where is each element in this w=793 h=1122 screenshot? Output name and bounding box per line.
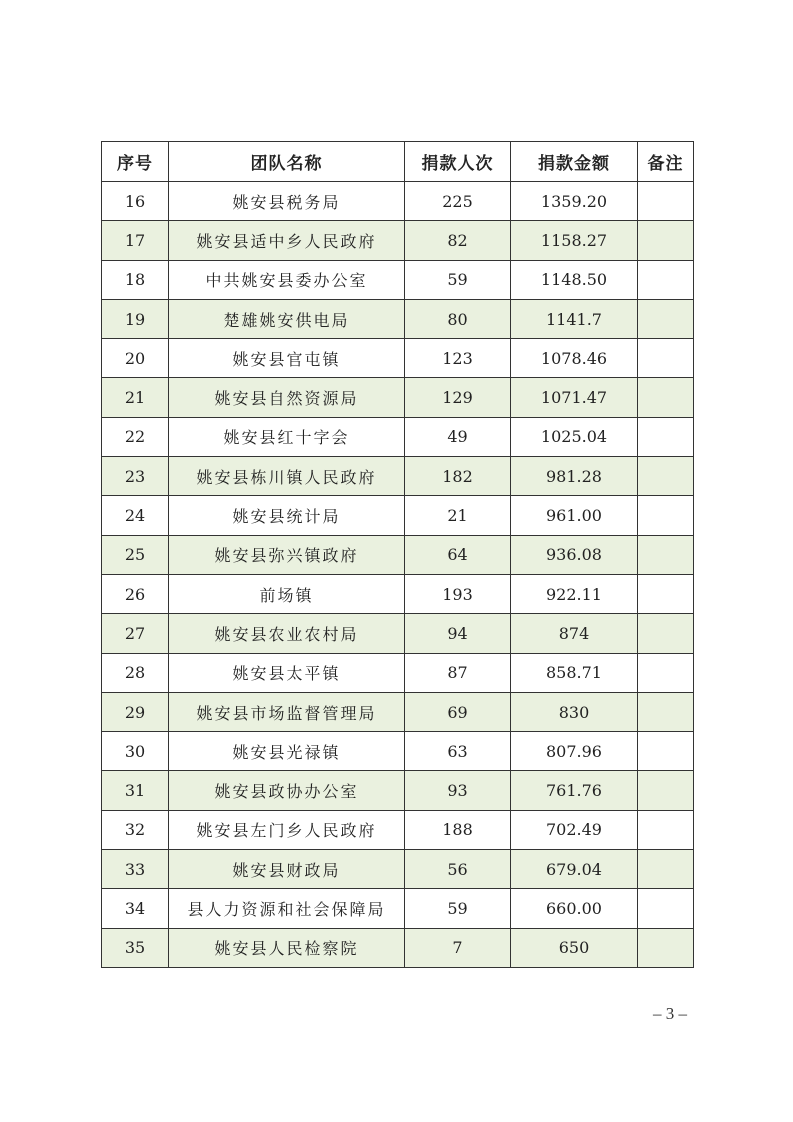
cell-index: 25 — [102, 535, 169, 574]
cell-donors: 56 — [405, 850, 511, 889]
cell-donors: 21 — [405, 496, 511, 535]
cell-note — [638, 535, 694, 574]
cell-note — [638, 182, 694, 221]
cell-team: 姚安县红十字会 — [169, 417, 405, 456]
cell-index: 31 — [102, 771, 169, 810]
table-row — [102, 535, 694, 574]
header-team: 团队名称 — [169, 142, 405, 182]
cell-team: 县人力资源和社会保障局 — [169, 889, 405, 928]
cell-donors: 87 — [405, 653, 511, 692]
cell-note — [638, 810, 694, 849]
table-row — [102, 692, 694, 731]
header-amount: 捐款金额 — [511, 142, 638, 182]
header-donors: 捐款人次 — [405, 142, 511, 182]
cell-note — [638, 771, 694, 810]
cell-team: 姚安县政协办公室 — [169, 771, 405, 810]
cell-index: 24 — [102, 496, 169, 535]
cell-amount: 761.76 — [511, 771, 638, 810]
table-row — [102, 339, 694, 378]
cell-note — [638, 339, 694, 378]
table-row — [102, 732, 694, 771]
table-row — [102, 771, 694, 810]
cell-index: 20 — [102, 339, 169, 378]
cell-donors: 188 — [405, 810, 511, 849]
cell-donors: 63 — [405, 732, 511, 771]
cell-index: 32 — [102, 810, 169, 849]
cell-note — [638, 221, 694, 260]
table-row — [102, 889, 694, 928]
cell-amount: 660.00 — [511, 889, 638, 928]
table-row — [102, 299, 694, 338]
cell-amount: 679.04 — [511, 850, 638, 889]
table-row — [102, 221, 694, 260]
cell-team: 姚安县太平镇 — [169, 653, 405, 692]
cell-index: 29 — [102, 692, 169, 731]
table-row — [102, 260, 694, 299]
cell-amount: 961.00 — [511, 496, 638, 535]
table-row — [102, 653, 694, 692]
cell-note — [638, 457, 694, 496]
cell-donors: 93 — [405, 771, 511, 810]
cell-team: 姚安县光禄镇 — [169, 732, 405, 771]
table-row — [102, 810, 694, 849]
cell-donors: 94 — [405, 614, 511, 653]
cell-amount: 1359.20 — [511, 182, 638, 221]
cell-team: 姚安县自然资源局 — [169, 378, 405, 417]
cell-team: 姚安县农业农村局 — [169, 614, 405, 653]
cell-index: 19 — [102, 299, 169, 338]
table-row — [102, 378, 694, 417]
cell-team: 姚安县财政局 — [169, 850, 405, 889]
cell-index: 16 — [102, 182, 169, 221]
cell-team: 姚安县适中乡人民政府 — [169, 221, 405, 260]
cell-donors: 193 — [405, 574, 511, 613]
cell-team: 姚安县税务局 — [169, 182, 405, 221]
cell-donors: 64 — [405, 535, 511, 574]
cell-amount: 1141.7 — [511, 299, 638, 338]
cell-index: 22 — [102, 417, 169, 456]
cell-team: 中共姚安县委办公室 — [169, 260, 405, 299]
cell-donors: 82 — [405, 221, 511, 260]
cell-team: 姚安县市场监督管理局 — [169, 692, 405, 731]
cell-note — [638, 653, 694, 692]
cell-amount: 922.11 — [511, 574, 638, 613]
cell-note — [638, 850, 694, 889]
cell-index: 30 — [102, 732, 169, 771]
table-row — [102, 614, 694, 653]
header-note: 备注 — [638, 142, 694, 182]
cell-index: 21 — [102, 378, 169, 417]
cell-donors: 129 — [405, 378, 511, 417]
page-number: – 3 – — [653, 1004, 687, 1023]
cell-donors: 182 — [405, 457, 511, 496]
cell-note — [638, 260, 694, 299]
cell-note — [638, 889, 694, 928]
cell-index: 18 — [102, 260, 169, 299]
cell-amount: 1025.04 — [511, 417, 638, 456]
cell-donors: 49 — [405, 417, 511, 456]
table-row — [102, 457, 694, 496]
cell-index: 23 — [102, 457, 169, 496]
cell-amount: 858.71 — [511, 653, 638, 692]
cell-note — [638, 692, 694, 731]
table-body — [102, 182, 694, 968]
cell-team: 前场镇 — [169, 574, 405, 613]
cell-team: 姚安县左门乡人民政府 — [169, 810, 405, 849]
table-row — [102, 928, 694, 967]
cell-amount: 936.08 — [511, 535, 638, 574]
table-header-row — [102, 142, 694, 182]
cell-note — [638, 574, 694, 613]
cell-index: 35 — [102, 928, 169, 967]
header-index: 序号 — [102, 142, 169, 182]
cell-team: 姚安县人民检察院 — [169, 928, 405, 967]
cell-donors: 225 — [405, 182, 511, 221]
cell-amount: 807.96 — [511, 732, 638, 771]
cell-index: 28 — [102, 653, 169, 692]
cell-team: 姚安县弥兴镇政府 — [169, 535, 405, 574]
cell-index: 26 — [102, 574, 169, 613]
table-row — [102, 850, 694, 889]
cell-note — [638, 299, 694, 338]
cell-amount: 1158.27 — [511, 221, 638, 260]
cell-donors: 7 — [405, 928, 511, 967]
cell-amount: 1148.50 — [511, 260, 638, 299]
cell-team: 姚安县栋川镇人民政府 — [169, 457, 405, 496]
cell-index: 17 — [102, 221, 169, 260]
cell-amount: 981.28 — [511, 457, 638, 496]
cell-donors: 123 — [405, 339, 511, 378]
cell-team: 楚雄姚安供电局 — [169, 299, 405, 338]
table-row — [102, 417, 694, 456]
cell-amount: 1071.47 — [511, 378, 638, 417]
cell-team: 姚安县官屯镇 — [169, 339, 405, 378]
cell-note — [638, 732, 694, 771]
cell-donors: 59 — [405, 889, 511, 928]
cell-index: 33 — [102, 850, 169, 889]
cell-index: 34 — [102, 889, 169, 928]
cell-note — [638, 614, 694, 653]
table-row — [102, 182, 694, 221]
cell-amount: 1078.46 — [511, 339, 638, 378]
cell-amount: 650 — [511, 928, 638, 967]
cell-note — [638, 496, 694, 535]
cell-amount: 702.49 — [511, 810, 638, 849]
cell-note — [638, 417, 694, 456]
cell-team: 姚安县统计局 — [169, 496, 405, 535]
cell-index: 27 — [102, 614, 169, 653]
cell-note — [638, 928, 694, 967]
cell-note — [638, 378, 694, 417]
table-row — [102, 574, 694, 613]
table-row — [102, 496, 694, 535]
cell-donors: 69 — [405, 692, 511, 731]
cell-amount: 874 — [511, 614, 638, 653]
cell-amount: 830 — [511, 692, 638, 731]
cell-donors: 59 — [405, 260, 511, 299]
donation-table — [101, 141, 694, 968]
cell-donors: 80 — [405, 299, 511, 338]
